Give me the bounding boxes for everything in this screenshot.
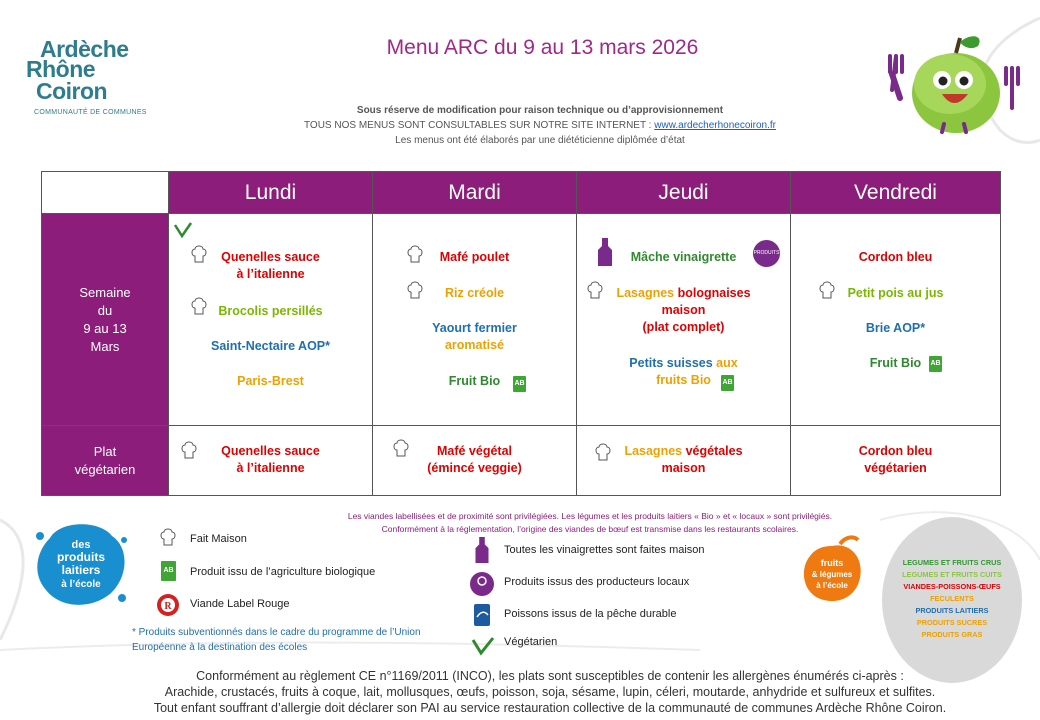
logo-line3: Coiron	[36, 78, 108, 104]
menu-item-part: Petits suisses	[629, 356, 717, 370]
bio-label-icon: AB	[513, 376, 526, 392]
logo-line1: Ardèche	[40, 36, 129, 62]
fruit-badge-text: à l’école	[816, 581, 848, 590]
week-label-line: 9 au 13	[83, 320, 127, 336]
menu-item: maison	[661, 303, 706, 317]
apple-mascot-icon	[884, 28, 1034, 138]
menu-item: Fruit Bio	[869, 356, 922, 370]
menu-item: Petit pois au jus	[847, 286, 944, 300]
week-label-line: Mars	[90, 338, 120, 354]
cell-tuesday-menu	[373, 214, 577, 426]
menu-item	[577, 443, 790, 460]
menu-item-line: à l’italienne	[236, 267, 305, 281]
menu-item: Saint-Nectaire AOP*	[210, 339, 331, 353]
info-line2-prefix: TOUS NOS MENUS SONT CONSULTABLES SUR NOTRE SITE INTERNET :	[304, 120, 655, 131]
day-header-jeudi: Jeudi	[577, 172, 791, 214]
note-line: Conformément à la réglementation, l’origine des viandes de bœuf est transmise dans les restaurants scolaires.	[381, 524, 799, 534]
bio-label-icon: AB	[161, 561, 176, 581]
week-label-line: Semaine	[79, 284, 131, 300]
vegetarian-icon	[471, 636, 495, 656]
legend-locaux: Produits issus des producteurs locaux	[504, 576, 690, 588]
local-producer-icon: PRODUITS LOCAUX	[753, 240, 780, 267]
food-group-item: PRODUITS LAITIERS	[915, 606, 989, 615]
cell-monday-menu	[169, 214, 373, 426]
menu-item: Mafé poulet	[439, 250, 510, 264]
cell-thursday-veg	[577, 426, 791, 496]
label-rouge-icon	[154, 593, 184, 617]
menu-item-line: Cordon bleu	[858, 444, 933, 458]
dairy-badge-text: laitiers	[61, 563, 101, 577]
legend-poissons: Poissons issus de la pêche durable	[504, 608, 677, 620]
cell-tuesday-veg	[373, 426, 577, 496]
allergen-line: Tout enfant souffrant d’allergie doit déclarer son PAI au service restauration collective de la communauté de communes Ardèche Rhône Coiron.	[153, 701, 947, 715]
legend-label-rouge: Viande Label Rouge	[190, 598, 290, 610]
notes	[310, 510, 870, 536]
menu-item	[577, 355, 790, 372]
cell-thursday-menu	[577, 214, 791, 426]
info-line1: Sous réserve de modification pour raison technique ou d’approvisionnement	[356, 105, 724, 116]
vegetarian-icon	[173, 222, 193, 238]
menu-item	[169, 249, 372, 283]
menu-table	[41, 171, 1001, 496]
food-groups-legend	[882, 557, 1022, 641]
menu-item-line: végétarien	[864, 461, 927, 475]
menu-item-line: Quenelles sauce	[221, 444, 320, 458]
menu-item: Fruit Bio	[448, 374, 501, 388]
food-group-item: PRODUITS SUCRES	[916, 618, 988, 627]
website-link[interactable]: www.ardecherhonecoiron.fr	[654, 120, 776, 131]
day-header-vendredi: Vendredi	[791, 172, 1001, 214]
cell-friday-menu	[791, 214, 1001, 426]
menu-item-part: bolognaises	[677, 286, 751, 300]
cell-monday-veg	[169, 426, 373, 496]
menu-item	[373, 443, 576, 477]
day-header-mardi: Mardi	[373, 172, 577, 214]
info-block	[200, 103, 880, 148]
svg-text:R: R	[164, 601, 172, 612]
sustainable-fishing-icon	[473, 603, 491, 627]
allergen-notice	[80, 668, 1020, 716]
note-line: Les viandes labellisées et de proximité sont privilégiées. Les légumes et les produits laitiers « Bio » et « locaux » sont privilégiés.	[347, 511, 833, 521]
menu-item-line: (émincé veggie)	[427, 461, 522, 475]
food-group-item: FECULENTS	[930, 594, 974, 603]
allergen-line: Conformément au règlement CE n°1169/2011 (INCO), les plats sont susceptibles de contenir les allergènes énumérés ci-après :	[196, 669, 904, 683]
legend-subvention: * Produits subventionnés dans le cadre du programme de l’Union Européenne à la destination des écoles	[132, 627, 421, 653]
allergen-line: Arachide, crustacés, fruits à coque, lait, mollusques, œufs, poisson, soja, sésame, lupin, céleri, moutarde, anhydride et sulfureux et sulfites.	[164, 685, 936, 699]
cell-friday-veg	[791, 426, 1001, 496]
fruit-badge-text: & légumes	[811, 570, 853, 579]
food-group-item: LEGUMES ET FRUITS CRUS	[902, 558, 1002, 567]
bio-label-icon: AB	[929, 356, 942, 372]
dairy-badge-text: des	[71, 539, 91, 551]
menu-item: Paris-Brest	[237, 374, 304, 388]
menu-item-part: Lasagnes	[624, 444, 686, 458]
menu-item: Riz créole	[444, 286, 505, 300]
menu-item-part: végétales	[685, 444, 743, 458]
menu-item-part: aux	[716, 356, 738, 370]
menu-item: Brocolis persillés	[218, 304, 323, 318]
food-group-item: PRODUITS GRAS	[921, 630, 983, 639]
chef-hat-icon	[160, 527, 177, 547]
menu-item	[577, 285, 790, 302]
dairy-badge-text: à l’école	[61, 579, 101, 590]
menu-item-line: Quenelles sauce	[221, 250, 320, 264]
menu-item-line: Mafé végétal	[436, 444, 513, 458]
food-group-item: VIANDES-POISSONS-ŒUFS	[903, 582, 1001, 591]
corner-cell	[42, 172, 169, 214]
vegetarian-label	[42, 426, 169, 496]
menu-item: fruits Bio	[656, 373, 711, 387]
menu-item: maison	[661, 461, 706, 475]
menu-item-line: à l’italienne	[236, 461, 305, 475]
week-label-line: du	[97, 302, 113, 318]
local-producer-icon	[469, 571, 495, 597]
menu-item: Brie AOP*	[865, 321, 926, 335]
legend-fait-maison: Fait Maison	[190, 533, 247, 545]
fruits-vegetables-school-badge-icon	[800, 534, 865, 606]
logo-line2: Rhône	[26, 56, 96, 82]
vegetarian-label-line: végétarien	[74, 461, 136, 477]
menu-item: (plat complet)	[642, 320, 725, 334]
logo-subtitle: COMMUNAUTÉ DE COMMUNES	[34, 109, 147, 116]
day-header-lundi: Lundi	[169, 172, 373, 214]
dairy-badge-text: produits	[57, 550, 105, 564]
page-title: Menu ARC du 9 au 13 mars 2026	[386, 36, 699, 59]
menu-item: Mâche vinaigrette	[630, 250, 737, 264]
menu-item	[169, 443, 372, 477]
dairy-school-badge-icon	[30, 518, 132, 610]
menu-item: aromatisé	[444, 338, 505, 352]
week-label	[42, 214, 169, 426]
legend-bio: Produit issu de l’agriculture biologique	[190, 566, 376, 578]
vegetarian-label-line: Plat	[93, 443, 117, 459]
info-line2	[200, 118, 880, 133]
legend-vegetarien: Végétarien	[504, 636, 558, 648]
bio-label-icon: AB	[721, 375, 734, 391]
legend-vinaigrettes: Toutes les vinaigrettes sont faites maison	[504, 544, 705, 556]
menu-item: Cordon bleu	[858, 250, 933, 264]
menu-item-part: Lasagnes	[616, 286, 678, 300]
vinaigrette-bottle-icon	[474, 537, 490, 563]
menu-item: Yaourt fermier	[432, 321, 517, 335]
food-group-item: LEGUMES ET FRUITS CUITS	[902, 570, 1002, 579]
fruit-badge-text: fruits	[820, 558, 844, 568]
info-line3: Les menus ont été élaborés par une diététicienne diplômée d’état	[395, 135, 685, 146]
menu-item	[791, 443, 1000, 477]
